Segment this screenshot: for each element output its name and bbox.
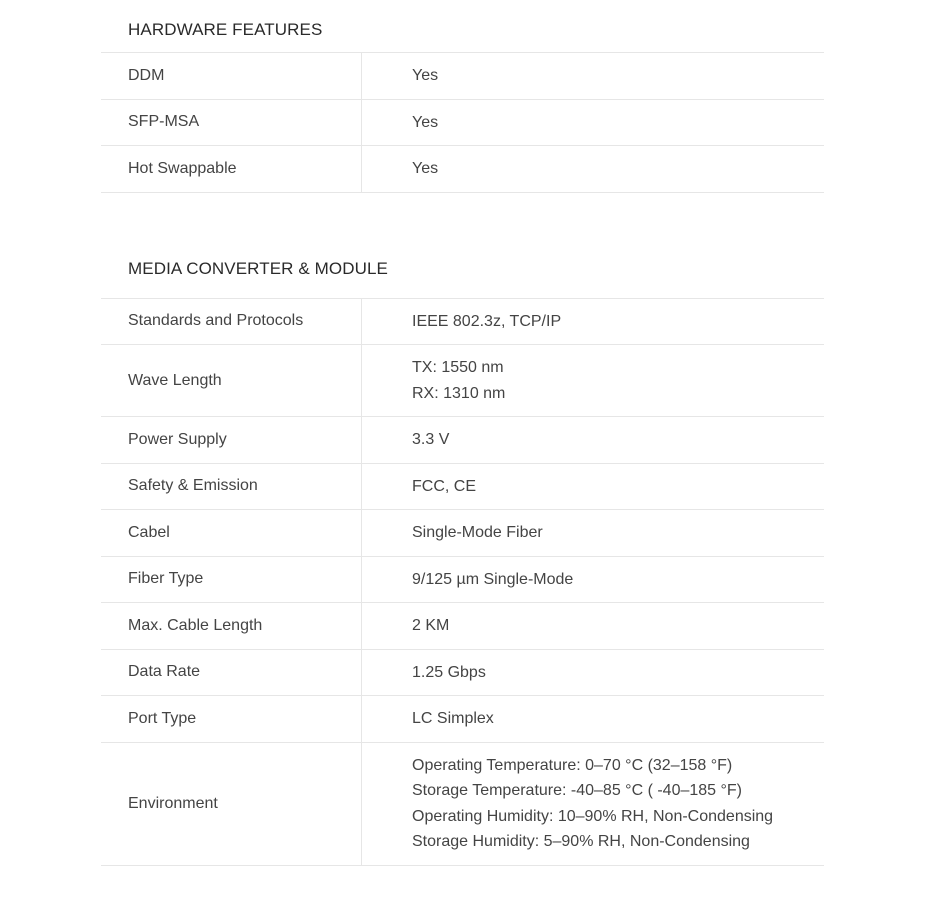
- value-line: Storage Humidity: 5–90% RH, Non-Condensing: [412, 833, 750, 850]
- row-value: [362, 557, 824, 603]
- row-value: [362, 743, 824, 865]
- row-value: [362, 650, 824, 696]
- value-line: Yes: [412, 67, 439, 84]
- value-line: 2 KM: [412, 617, 450, 634]
- row-value: [362, 53, 824, 99]
- table-row: [101, 650, 824, 697]
- table-row: [101, 100, 824, 147]
- value-line: 1.25 Gbps: [412, 663, 486, 681]
- row-value: [362, 100, 824, 146]
- row-label: Max. Cable Length: [101, 603, 362, 649]
- value-line: FCC, CE: [412, 477, 476, 495]
- table-row: [101, 743, 824, 866]
- table-row: [101, 603, 824, 650]
- row-value: [362, 510, 824, 556]
- row-value: [362, 345, 824, 416]
- value-line: 3.3 V: [412, 431, 450, 448]
- row-value: [362, 603, 824, 649]
- row-label: Port Type: [101, 696, 362, 742]
- table-row: [101, 299, 824, 346]
- table-row: [101, 345, 824, 417]
- table-row: [101, 557, 824, 604]
- section-title: MEDIA CONVERTER & MODULE: [101, 219, 824, 299]
- value-line: Single-Mode Fiber: [412, 524, 543, 541]
- table-row: [101, 464, 824, 511]
- row-value: [362, 299, 824, 345]
- table-row: [101, 146, 824, 193]
- table-row: [101, 417, 824, 464]
- row-label: Hot Swappable: [101, 146, 362, 192]
- row-label: Wave Length: [101, 345, 362, 416]
- row-label: Power Supply: [101, 417, 362, 463]
- value-line: TX: 1550 nm: [412, 359, 504, 376]
- table-row: [101, 53, 824, 100]
- value-line: 9/125 µm Single-Mode: [412, 570, 574, 588]
- spec-section-hardware-features: [101, 0, 824, 193]
- row-value: [362, 696, 824, 742]
- spec-tables: [101, 0, 824, 866]
- section-title: HARDWARE FEATURES: [101, 0, 824, 53]
- row-label: Environment: [101, 743, 362, 865]
- value-line: Storage Temperature: -40–85 °C ( -40–185 °F): [412, 782, 743, 799]
- value-line: Yes: [412, 160, 439, 177]
- table-row: [101, 696, 824, 743]
- row-label: DDM: [101, 53, 362, 99]
- row-label: Standards and Protocols: [101, 299, 362, 345]
- value-line: Operating Humidity: 10–90% RH, Non-Condensing: [412, 807, 774, 825]
- value-line: IEEE 802.3z, TCP/IP: [412, 312, 562, 330]
- row-value: [362, 464, 824, 510]
- row-label: Fiber Type: [101, 557, 362, 603]
- row-label: SFP-MSA: [101, 100, 362, 146]
- spec-section-media-converter-module: [101, 219, 824, 866]
- row-value: [362, 417, 824, 463]
- value-line: LC Simplex: [412, 710, 494, 727]
- value-line: Yes: [412, 113, 439, 131]
- row-label: Data Rate: [101, 650, 362, 696]
- row-label: Cabel: [101, 510, 362, 556]
- table-row: [101, 510, 824, 557]
- row-value: [362, 146, 824, 192]
- value-line: Operating Temperature: 0–70 °C (32–158 °F): [412, 756, 733, 774]
- value-line: RX: 1310 nm: [412, 384, 506, 402]
- row-label: Safety & Emission: [101, 464, 362, 510]
